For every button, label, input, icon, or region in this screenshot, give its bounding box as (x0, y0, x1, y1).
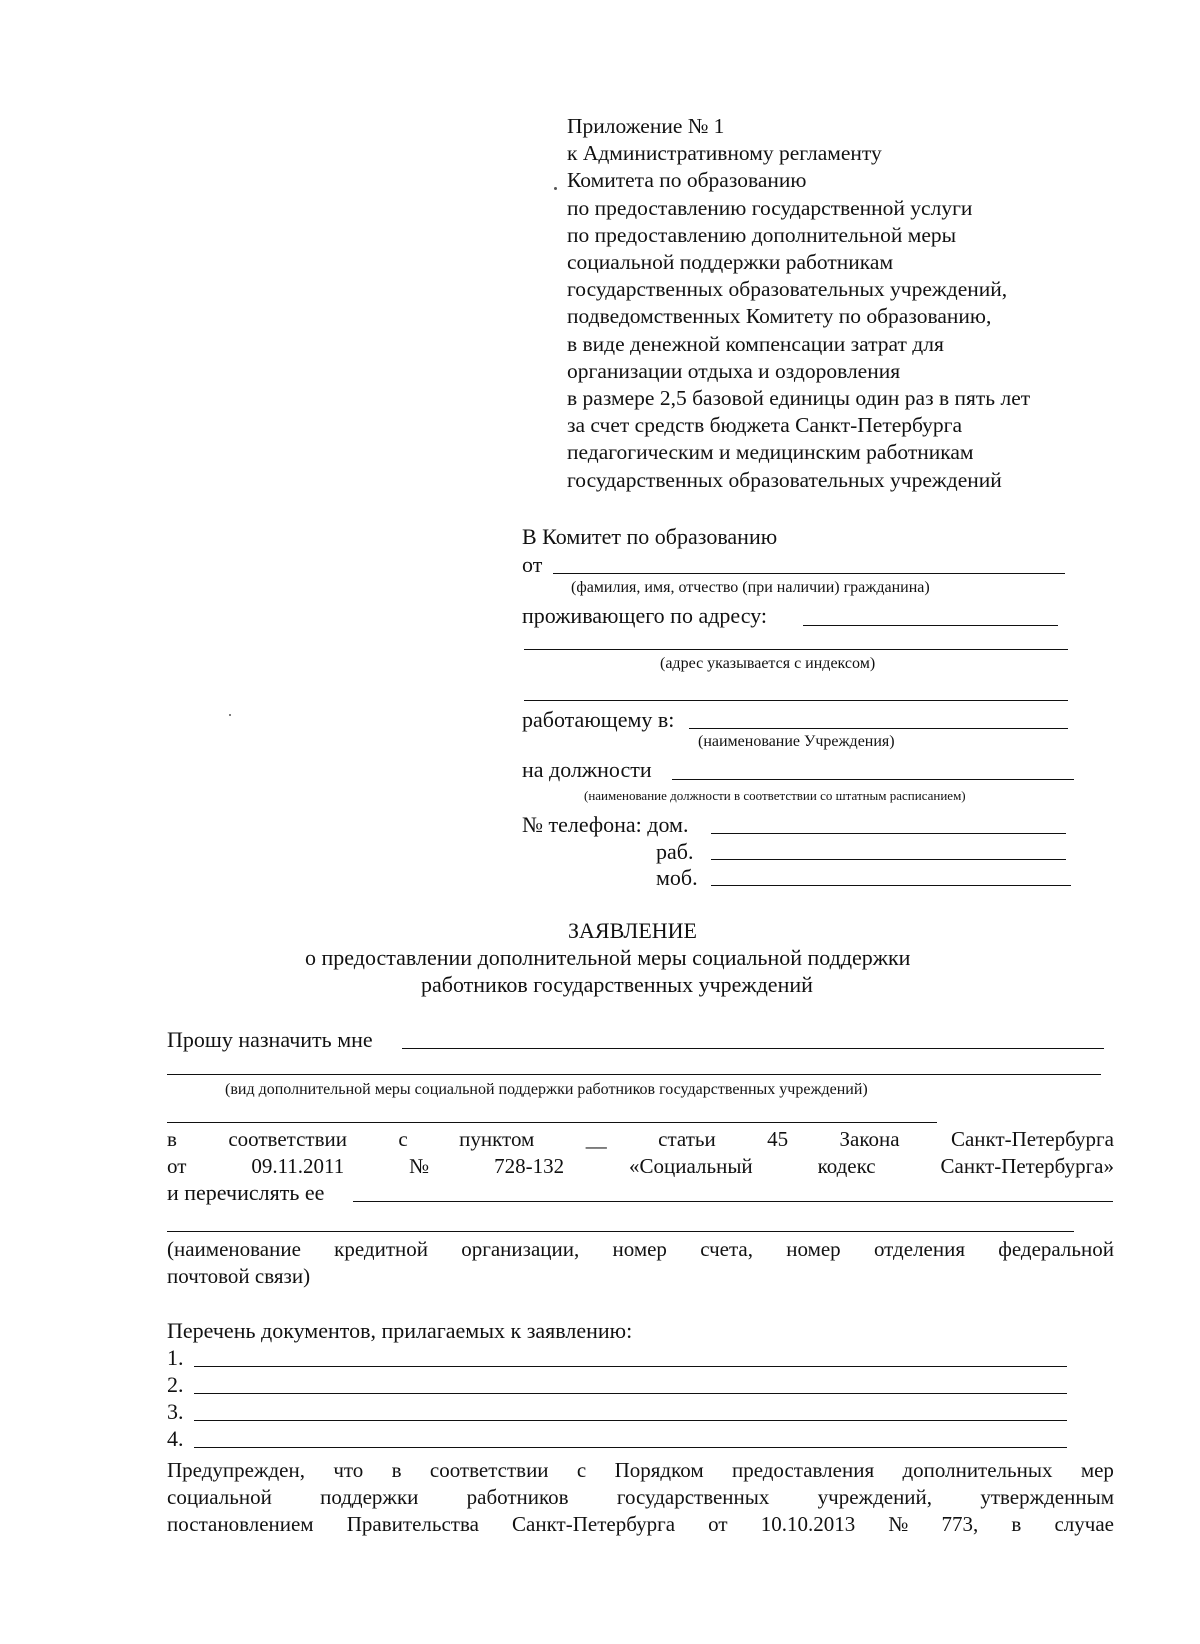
word: от (708, 1512, 728, 1536)
word: 728-132 (494, 1154, 565, 1178)
appendix-line: в виде денежной компенсации затрат для (567, 331, 944, 356)
word: случае (1054, 1512, 1114, 1536)
address-field-2[interactable] (524, 649, 1068, 650)
appendix-line: по предоставлению государственной услуги (567, 195, 973, 220)
bank-field-1[interactable] (353, 1201, 1113, 1202)
appendix-line: социальной поддержки работникам (567, 250, 894, 275)
word: соответствии (228, 1127, 347, 1151)
bank-field-2[interactable] (167, 1231, 1074, 1232)
word: от (167, 1154, 187, 1178)
word: мер (1080, 1458, 1114, 1482)
word: 09.11.2011 (251, 1154, 345, 1178)
word: Предупрежден, (167, 1458, 305, 1482)
word: Порядком (614, 1458, 704, 1482)
address-field-3[interactable] (524, 700, 1068, 701)
law-reference-line-1 (167, 1126, 1114, 1152)
appendix-line: подведомственных Комитету по образованию, (567, 304, 992, 329)
appendix-line: организации отдыха и оздоровления (567, 358, 901, 383)
position-label: на должности (522, 757, 652, 782)
word: кодекс (817, 1154, 876, 1178)
from-name-hint: (фамилия, имя, отчество (при наличии) гражданина) (571, 579, 930, 596)
doc-number-3: 3. (167, 1399, 184, 1424)
doc-field-2[interactable] (194, 1393, 1067, 1394)
docs-label: Перечень документов, прилагаемых к заявлению: (167, 1318, 633, 1343)
position-hint: (наименование должности в соответствии со штатным расписанием) (584, 788, 966, 803)
measure-hint: (вид дополнительной меры социальной поддержки работников государственных учреждений) (225, 1081, 868, 1098)
word: Закона (839, 1127, 900, 1151)
appendix-line: к Административному регламенту (567, 141, 882, 166)
measure-field-3[interactable] (167, 1122, 937, 1123)
word: номер (612, 1237, 667, 1261)
statement-subtitle-2: работников государственных учреждений (421, 972, 813, 997)
phone-work-field[interactable] (711, 859, 1066, 860)
doc-number-1: 1. (167, 1345, 184, 1370)
word: в (1011, 1512, 1022, 1536)
word: организации, (461, 1237, 580, 1261)
word: в (167, 1127, 177, 1151)
word: в (391, 1458, 402, 1482)
word: 773, (941, 1512, 979, 1536)
workplace-field[interactable] (689, 728, 1068, 729)
appendix-line: за счет средств бюджета Санкт-Петербурга (567, 413, 962, 438)
phone-home-label: № телефона: дом. (522, 812, 689, 837)
word: 10.10.2013 (760, 1512, 856, 1536)
warning-line-3 (167, 1511, 1114, 1537)
doc-number-2: 2. (167, 1372, 184, 1397)
appendix-header (567, 113, 1030, 494)
appendix-line: государственных образовательных учреждений, (567, 277, 1008, 302)
appendix-line: педагогическим и медицинским работникам (567, 440, 974, 465)
phone-mobile-field[interactable] (711, 885, 1071, 886)
phone-work-label: раб. (656, 839, 694, 864)
address-label: проживающего по адресу: (522, 603, 768, 628)
appendix-line: по предоставлению дополнительной меры (567, 222, 957, 247)
word: «Социальный (629, 1154, 753, 1178)
word: отделения (873, 1237, 966, 1261)
word: постановлением (167, 1512, 314, 1536)
word: счета, (700, 1237, 753, 1261)
position-field[interactable] (672, 779, 1074, 780)
word: что (333, 1458, 364, 1482)
phone-home-field[interactable] (711, 833, 1066, 834)
from-label: от (522, 552, 543, 577)
word: поддержки (320, 1485, 419, 1509)
addressee-committee: В Комитет по образованию (522, 524, 778, 549)
phone-mobile-label: моб. (656, 865, 698, 890)
transfer-label: и перечислять ее (167, 1180, 325, 1205)
word: Санкт-Петербурга» (940, 1154, 1114, 1178)
word: пунктом (459, 1127, 535, 1151)
word: дополнительных (902, 1458, 1053, 1482)
bank-hint-line-2: почтовой связи) (167, 1264, 311, 1288)
doc-number-4: 4. (167, 1426, 184, 1451)
workplace-hint: (наименование Учреждения) (698, 733, 895, 750)
doc-field-1[interactable] (194, 1366, 1067, 1367)
warning-line-1 (167, 1457, 1114, 1483)
word: федеральной (998, 1237, 1114, 1261)
word: № (888, 1512, 909, 1536)
address-hint: (адрес указывается с индексом) (660, 655, 876, 672)
word: соответствии (429, 1458, 549, 1482)
word: с (576, 1458, 587, 1482)
word: __ (585, 1127, 607, 1151)
word: государственных (616, 1485, 770, 1509)
word: утвержденным (980, 1485, 1114, 1509)
word: (наименование (167, 1237, 301, 1261)
word: № (409, 1154, 430, 1178)
doc-field-3[interactable] (194, 1420, 1067, 1421)
law-reference-line-2 (167, 1153, 1114, 1179)
measure-field-1[interactable] (402, 1048, 1104, 1049)
doc-field-4[interactable] (194, 1447, 1067, 1448)
scan-speck (554, 187, 557, 190)
appendix-line: в размере 2,5 базовой единицы один раз в пять лет (567, 386, 1031, 411)
word: социальной (167, 1485, 272, 1509)
word: Санкт-Петербурга (512, 1512, 676, 1536)
word: Санкт-Петербурга (950, 1127, 1114, 1151)
word: номер (786, 1237, 841, 1261)
from-name-field[interactable] (553, 573, 1065, 574)
scan-speck (229, 714, 231, 716)
warning-line-2 (167, 1484, 1114, 1510)
bank-hint-line-1 (167, 1236, 1114, 1262)
appendix-line: Приложение № 1 (567, 114, 725, 138)
work-label: работающему в: (522, 707, 675, 732)
word: работников (466, 1485, 569, 1509)
word: 45 (767, 1127, 789, 1151)
word: с (398, 1127, 408, 1151)
statement-title: ЗАЯВЛЕНИЕ (568, 918, 697, 943)
word: Правительства (346, 1512, 479, 1536)
word: кредитной (334, 1237, 428, 1261)
address-field-1[interactable] (803, 625, 1058, 626)
word: статьи (658, 1127, 716, 1151)
word: предоставления (731, 1458, 875, 1482)
measure-field-2[interactable] (167, 1074, 1101, 1075)
word: учреждений, (817, 1485, 933, 1509)
appendix-line: государственных образовательных учреждений (567, 467, 1002, 492)
statement-subtitle-1: о предоставлении дополнительной меры социальной поддержки (305, 945, 911, 970)
request-label: Прошу назначить мне (167, 1027, 373, 1052)
appendix-line: Комитета по образованию (567, 168, 807, 193)
